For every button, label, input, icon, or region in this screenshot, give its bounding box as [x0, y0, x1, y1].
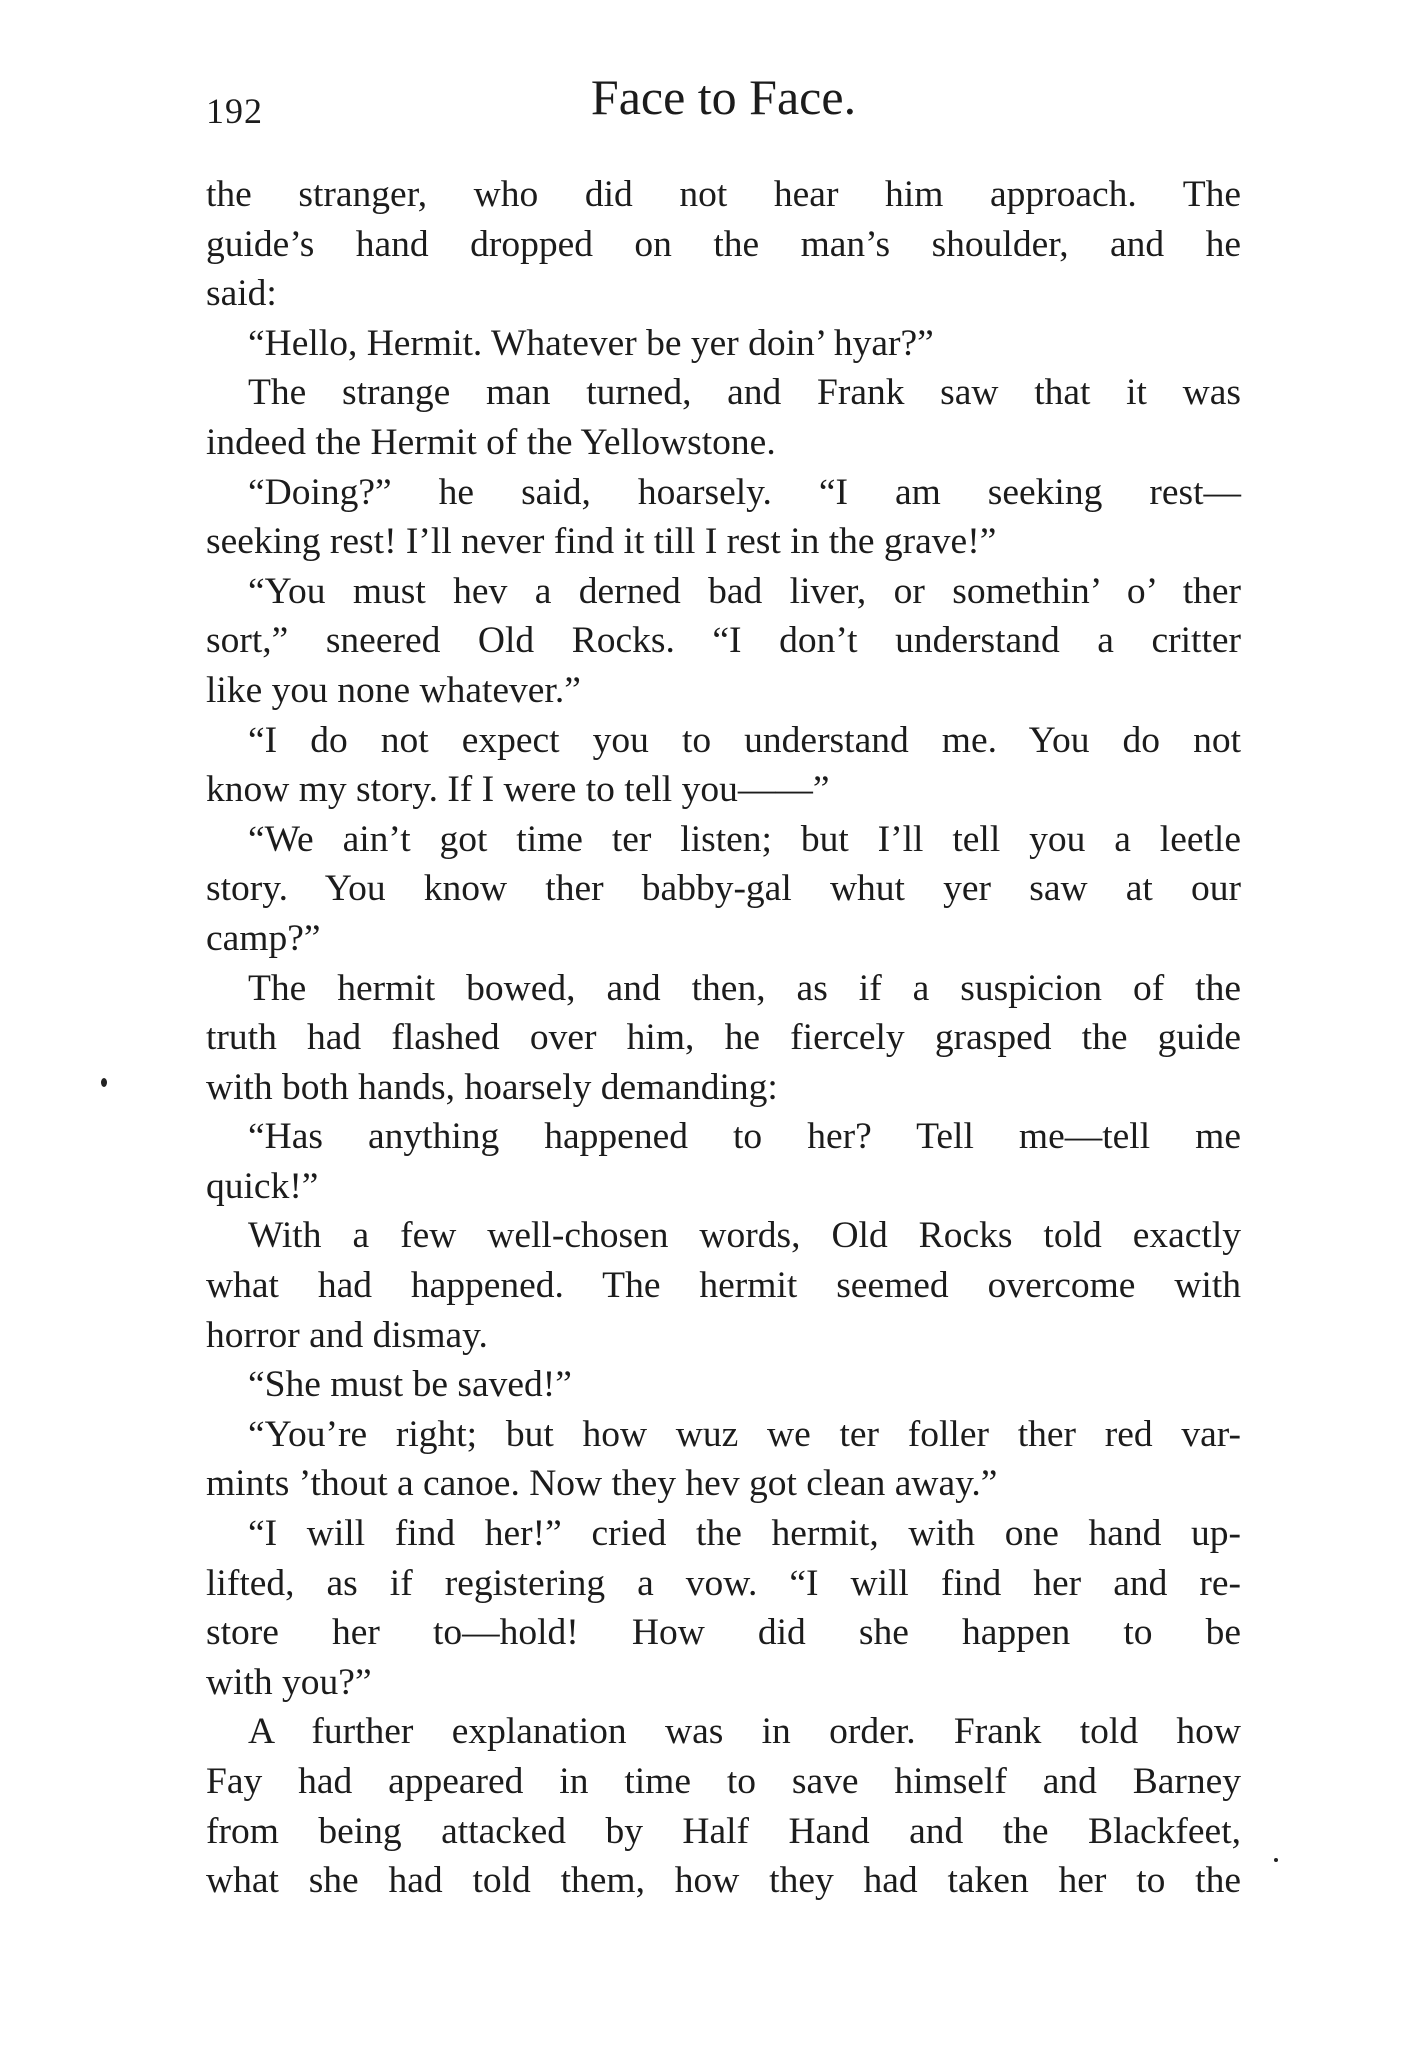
text-line: with you?”	[206, 1661, 372, 1703]
text-line: “Hello, Hermit. Whatever be yer doin’ hyar?”	[248, 322, 934, 364]
text-line: what she had told them, how they had taken her to the	[206, 1860, 1241, 1902]
text-line: “I do not expect you to understand me. You do not	[248, 719, 1241, 761]
text-line: indeed the Hermit of the Yellowstone.	[206, 421, 776, 463]
text-line: guide’s hand dropped on the man’s shoulder, and he	[206, 223, 1241, 265]
text-line: “We ain’t got time ter listen; but I’ll tell you a leetle	[248, 818, 1241, 860]
text-line: mints ’thout a canoe. Now they hev got clean away.”	[206, 1463, 998, 1505]
text-line: “You’re right; but how wuz we ter foller ther red var-	[248, 1413, 1241, 1455]
text-line: said:	[206, 273, 277, 315]
page-number: 192	[206, 91, 263, 131]
text-line: lifted, as if registering a vow. “I will find her and re-	[206, 1562, 1241, 1604]
text-line: with both hands, hoarsely demanding:	[206, 1066, 778, 1108]
text-line: “She must be saved!”	[248, 1364, 572, 1406]
text-line: seeking rest! I’ll never find it till I rest in the grave!”	[206, 521, 997, 563]
text-line: know my story. If I were to tell you——”	[206, 769, 830, 811]
text-line: The hermit bowed, and then, as if a suspicion of the	[248, 967, 1241, 1009]
text-line: “You must hev a derned bad liver, or somethin’ o’ ther	[248, 570, 1241, 612]
text-line: like you none whatever.”	[206, 669, 581, 711]
text-line: camp?”	[206, 917, 321, 959]
text-line: what had happened. The hermit seemed overcome with	[206, 1265, 1241, 1307]
ink-speck	[1274, 1858, 1278, 1862]
ink-speck	[101, 1078, 107, 1087]
running-head	[206, 68, 1241, 138]
text-line: With a few well-chosen words, Old Rocks told exactly	[248, 1215, 1241, 1257]
text-line: the stranger, who did not hear him approach. The	[206, 174, 1241, 215]
text-line: The strange man turned, and Frank saw that it was	[248, 372, 1241, 414]
running-title: Face to Face.	[590, 69, 857, 125]
text-line: truth had flashed over him, he fiercely grasped the guide	[206, 1017, 1241, 1059]
text-line: quick!”	[206, 1165, 319, 1207]
text-line: sort,” sneered Old Rocks. “I don’t understand a critter	[206, 620, 1241, 662]
body-text	[206, 170, 1241, 1906]
text-line: horror and dismay.	[206, 1314, 488, 1356]
text-line: Fay had appeared in time to save himself and Barney	[206, 1761, 1241, 1802]
text-line: store her to—hold! How did she happen to be	[206, 1612, 1241, 1654]
text-line: “I will find her!” cried the hermit, with one hand up-	[248, 1513, 1241, 1555]
text-line: “Doing?” he said, hoarsely. “I am seeking rest—	[248, 471, 1241, 513]
text-line: story. You know ther babby-gal whut yer saw at our	[206, 868, 1241, 910]
text-line: from being attacked by Half Hand and the Blackfeet,	[206, 1810, 1241, 1852]
text-line: A further explanation was in order. Frank told how	[248, 1711, 1241, 1753]
text-line: “Has anything happened to her? Tell me—tell me	[248, 1116, 1241, 1158]
